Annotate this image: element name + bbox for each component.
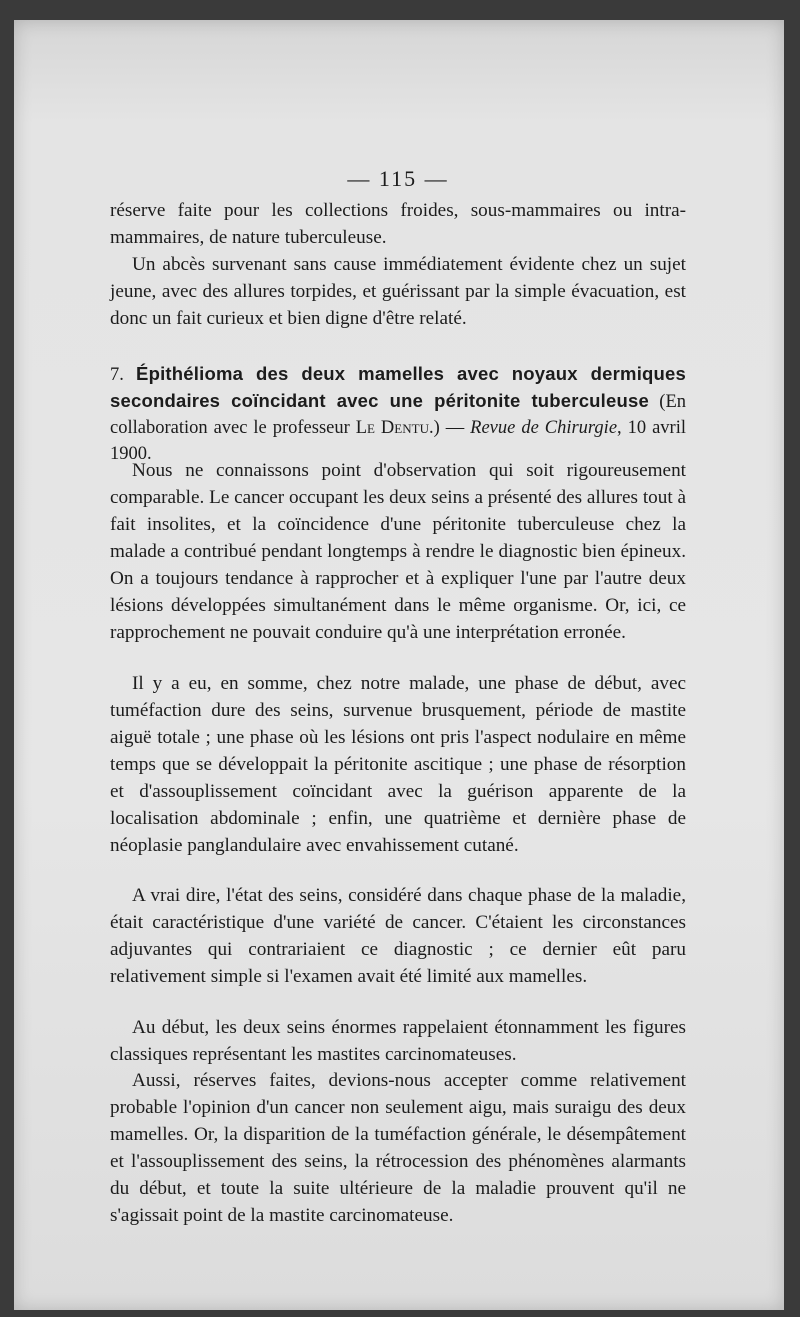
collab-close: .) —: [428, 418, 471, 438]
paragraph-continuation: réserve faite pour les collections froides, sous-mammaires ou intra-mammaires, de nature tuberculeuse.: [110, 200, 686, 248]
paragraph-abces: Un abcès survenant sans cause immédiatement évidente chez un sujet jeune, avec des allures torpides, et guérissant par la simple évacuation, est donc un fait curieux et bien digne d'être relaté.: [110, 254, 686, 329]
journal-name: Revue de Chirurgie: [470, 418, 618, 438]
paragraph-observation: Nous ne connaissons point d'observation qui soit rigoureusement comparable. Le cancer occupant les deux seins a présenté des allures tout à fait insolites, et la coïncidence d'une péritonite tuberculeuse chez la malade a contribué pendant longtemps à rendre le diagnostic bien épineux. On a toujours tendance à rapprocher et à expliquer l'une par l'autre deux lésions développées simultanément dans le même organisme. Or, ici, ce rapprochement ne pouvait conduire qu'à une interprétation erronée.: [110, 460, 686, 643]
collab-text: (En collaboration avec le professeur: [110, 392, 687, 438]
scanned-page: [14, 20, 784, 1310]
collab-author: Le Dentu: [355, 418, 429, 438]
paragraph-etat-seins: A vrai dire, l'état des seins, considéré dans chaque phase de la maladie, était caractéristique d'une variété de cancer. C'étaient les circonstances adjuvantes qui contrariaient ce diagnostic ; ce dernier eût paru relativement simple si l'examen avait été limité aux mamelles.: [110, 885, 686, 987]
page-number: — 115 —: [347, 166, 449, 191]
section-heading: [110, 361, 686, 467]
section-title: Épithélioma des deux mamelles avec noyaux dermiques secondaires coïncidant avec une péritonite tuberculeuse: [110, 363, 687, 411]
paragraph-phases: Il y a eu, en somme, chez notre malade, une phase de début, avec tuméfaction dure des seins, survenue brusquement, période de mastite aiguë totale ; une phase où les lésions ont pris l'aspect nodulaire en même temps que se développait la péritonite ascitique ; une phase de résorption et d'assouplissement coïncidant avec la guérison apparente de la localisation abdominale ; enfin, une quatrième et dernière phase de néoplasie panglandulaire avec envahissement cutané.: [110, 673, 686, 856]
publication-date: , 10 avril 1900.: [110, 418, 686, 464]
paragraph-conclusion: Aussi, réserves faites, devions-nous accepter comme relativement probable l'opinion d'un cancer non seulement aigu, mais suraigu des deux mamelles. Or, la disparition de la tuméfaction générale, le désempâtement et l'assouplissement des seins, la rétrocession des phénomènes alarmants du début, et toute la suite ultérieure de la maladie prouvent qu'il ne s'agissait point de la mastite carcinomateuse.: [110, 1070, 686, 1226]
paragraph-debut: Au début, les deux seins énormes rappelaient étonnamment les figures classiques représentant les mastites carcinomateuses.: [110, 1017, 686, 1065]
section-number: 7.: [110, 365, 124, 385]
